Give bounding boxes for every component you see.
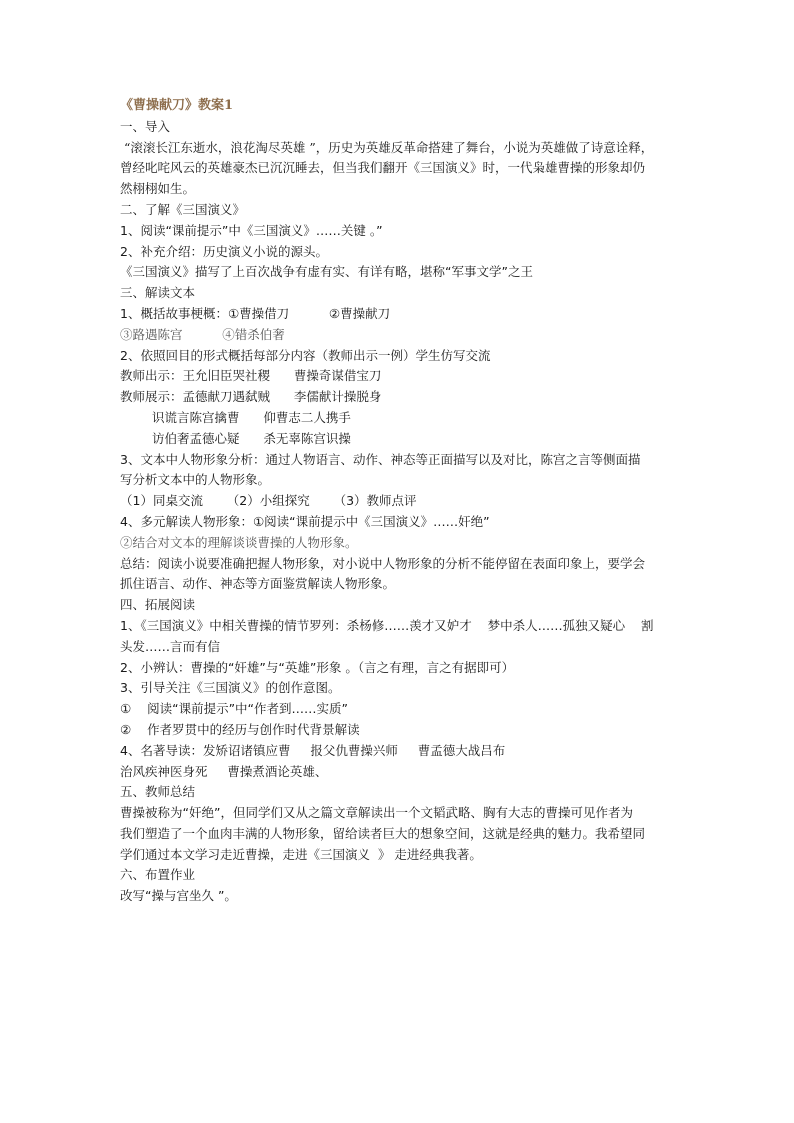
interpret-item-2: 2、依照回目的形式概括每部分内容（教师出示一例）学生仿写交流 [120, 347, 491, 363]
interpret-item-3-line-2: 写分析文本中的人物形象。 [120, 472, 271, 488]
understand-item-1: 1、阅读“课前提示”中《三国演义》……关键 。” [120, 222, 383, 238]
extend-item-2: 2、小辨认：曹操的“奸雄”与“英雄”形象 。（言之有理，言之有据即可） [120, 659, 515, 675]
interpret-item-4-cont: ②结合对文本的理解谈谈曹操的人物形象。 [120, 534, 358, 550]
section-heading-intro: 一、导入 [120, 118, 171, 134]
teacher-display: 教师展示：孟德献刀遇弑贼 李儒献计操脱身 [120, 389, 382, 405]
extend-item-4-line-1: 4、名著导读：发矫诏诸镇应曹 报父仇曹操兴师 曹孟德大战吕布 [120, 742, 506, 758]
extend-item-1-line-2: 头发……言而有信 [120, 638, 221, 654]
section-heading-summary: 五、教师总结 [120, 784, 196, 800]
extend-item-3: 3、引导关注《三国演义》的创作意图。 [120, 680, 341, 696]
intro-paragraph-line-1: “滚滚长江东逝水，浪花淘尽英雄 ”，历史为英雄反革命搭建了舞台，小说为英雄做了诗意诠释， [120, 139, 654, 155]
section-heading-understand: 二、了解《三国演义》 [120, 201, 246, 217]
interpret-item-3-line-1: 3、文本中人物形象分析：通过人物语言、动作、神态等正面描写以及对比，陈宫之言等侧面描 [120, 451, 641, 467]
interpret-item-1: 1、概括故事梗概：①曹操借刀 ②曹操献刀 [120, 305, 391, 321]
student-line-2: 访伯奢孟德心疑 杀无辜陈宫识操 [152, 430, 351, 446]
interpret-item-1-cont: ③路遇陈宫 ④错杀伯奢 [120, 326, 285, 342]
document-title: 《曹操献刀》教案1 [120, 98, 234, 113]
teacher-summary-line-1: 曹操被称为“奸绝”，但同学们又从之篇文章解读出一个文韬武略、胸有大志的曹操可见作者为 [120, 805, 633, 821]
discussion-steps: （1）同桌交流 （2）小组探究 （3）教师点评 [120, 493, 417, 509]
student-line-1: 识谎言陈宫擒曹 仰曹志二人携手 [152, 409, 351, 425]
understand-note: 《三国演义》描写了上百次战争有虚有实、有详有略，堪称“军事文学”之王 [120, 264, 533, 280]
section-heading-homework: 六、布置作业 [120, 867, 196, 883]
summary-line-1: 总结：阅读小说要准确把握人物形象，对小说中人物形象的分析不能停留在表面印象上，要学会 [120, 555, 646, 571]
teacher-summary-line-2: 我们塑造了一个血肉丰满的人物形象，留给读者巨大的想象空间，这就是经典的魅力。我希望同 [120, 825, 646, 841]
intro-paragraph-line-2: 曾经叱咤风云的英雄豪杰已沉沉睡去，但当我们翻开《三国演义》时，一代枭雄曹操的形象却仍 [120, 160, 646, 176]
intro-paragraph-line-3: 然栩栩如生。 [120, 181, 196, 197]
extend-item-1-line-1: 1、《三国演义》中相关曹操的情节罗列：杀杨修……羡才又妒才 梦中杀人……孤独又疑心 割 [120, 617, 654, 633]
teacher-summary-line-3: 学们通过本文学习走近曹操，走进《三国演义 》 走进经典我著。 [120, 846, 482, 862]
section-heading-interpret: 三、解读文本 [120, 285, 196, 301]
understand-item-2: 2、补充介绍：历史演义小说的源头。 [120, 243, 328, 259]
extend-item-3-sub-2: ② 作者罗贯中的经历与创作时代背景解读 [120, 721, 360, 737]
teacher-example: 教师出示：王允旧臣哭社稷 曹操奇谋借宝刀 [120, 368, 382, 384]
section-heading-extend: 四、拓展阅读 [120, 597, 196, 613]
interpret-item-4: 4、多元解读人物形象：①阅读“课前提示中《三国演义》……奸绝” [120, 513, 490, 529]
homework-item: 改写“操与宫坐久 ”。 [120, 888, 237, 904]
document-page [120, 96, 680, 907]
extend-item-3-sub-1: ① 阅读“课前提示”中“作者到……实质” [120, 701, 349, 717]
summary-line-2: 抓住语言、动作、神态等方面鉴赏解读人物形象。 [120, 576, 396, 592]
extend-item-4-line-2: 治风疾神医身死 曹操煮酒论英雄、 [120, 763, 328, 779]
